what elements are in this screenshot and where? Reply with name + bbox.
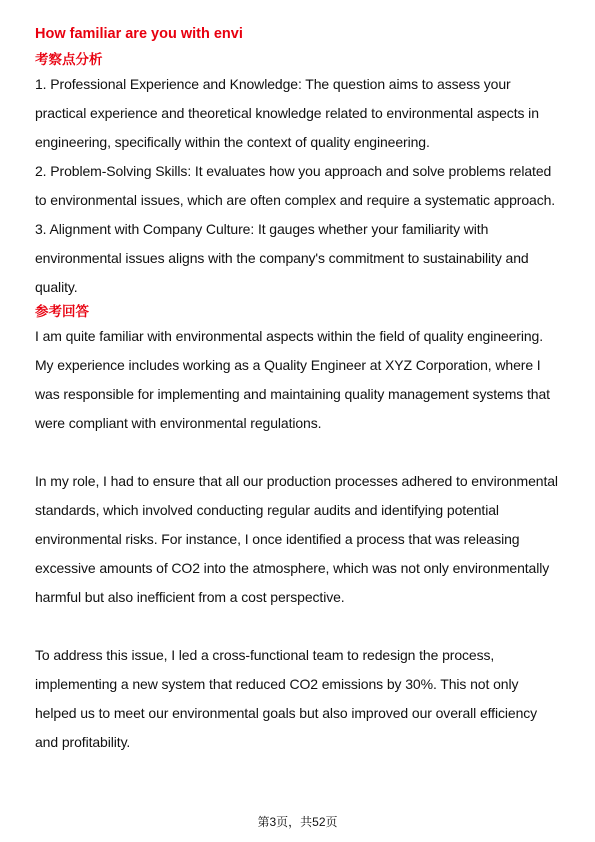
answer-paragraph: In my role, I had to ensure that all our production processes adhered to environmental standards, which involved conducting regular audits and identifying potential environmental risks. For instance, I once identified a process that was releasing excessive amounts of CO2 into the atmosphere, which was not only environmentally harmful but also inefficient from a cost perspective. bbox=[35, 473, 558, 605]
answer-section bbox=[35, 302, 563, 757]
analysis-section bbox=[35, 50, 563, 302]
answer-paragraph: To address this issue, I led a cross-functional team to redesign the process, implementing a new system that reduced CO2 emissions by 30%. This not only helped us to meet our environmental goals but also improved our overall efficiency and profitability. bbox=[35, 647, 538, 750]
answer-paragraph: I am quite familiar with environmental aspects within the field of quality engineering. My experience includes working as a Quality Engineer at XYZ Corporation, where I was responsible for implementing and maintaining quality management systems that were compliant with environmental regulations. bbox=[35, 328, 550, 431]
analysis-point: 3. Alignment with Company Culture: It gauges whether your familiarity with environmental issues aligns with the company's commitment to sustainability and quality. bbox=[35, 221, 529, 295]
answer-heading: 参考回答 bbox=[35, 304, 89, 319]
question-title: How familiar are you with envi bbox=[35, 26, 243, 42]
document-page bbox=[35, 24, 563, 757]
page-number-footer: 第3页，共52页 bbox=[257, 815, 338, 829]
analysis-point: 1. Professional Experience and Knowledge: The question aims to assess your practical experience and theoretical knowledge related to environmental aspects in engineering, specifically within the context of quality engineering. bbox=[35, 76, 539, 150]
analysis-point: 2. Problem-Solving Skills: It evaluates how you approach and solve problems related to environmental issues, which are often complex and require a systematic approach. bbox=[35, 163, 556, 208]
analysis-points-list bbox=[35, 70, 563, 302]
analysis-heading: 考察点分析 bbox=[35, 52, 103, 67]
